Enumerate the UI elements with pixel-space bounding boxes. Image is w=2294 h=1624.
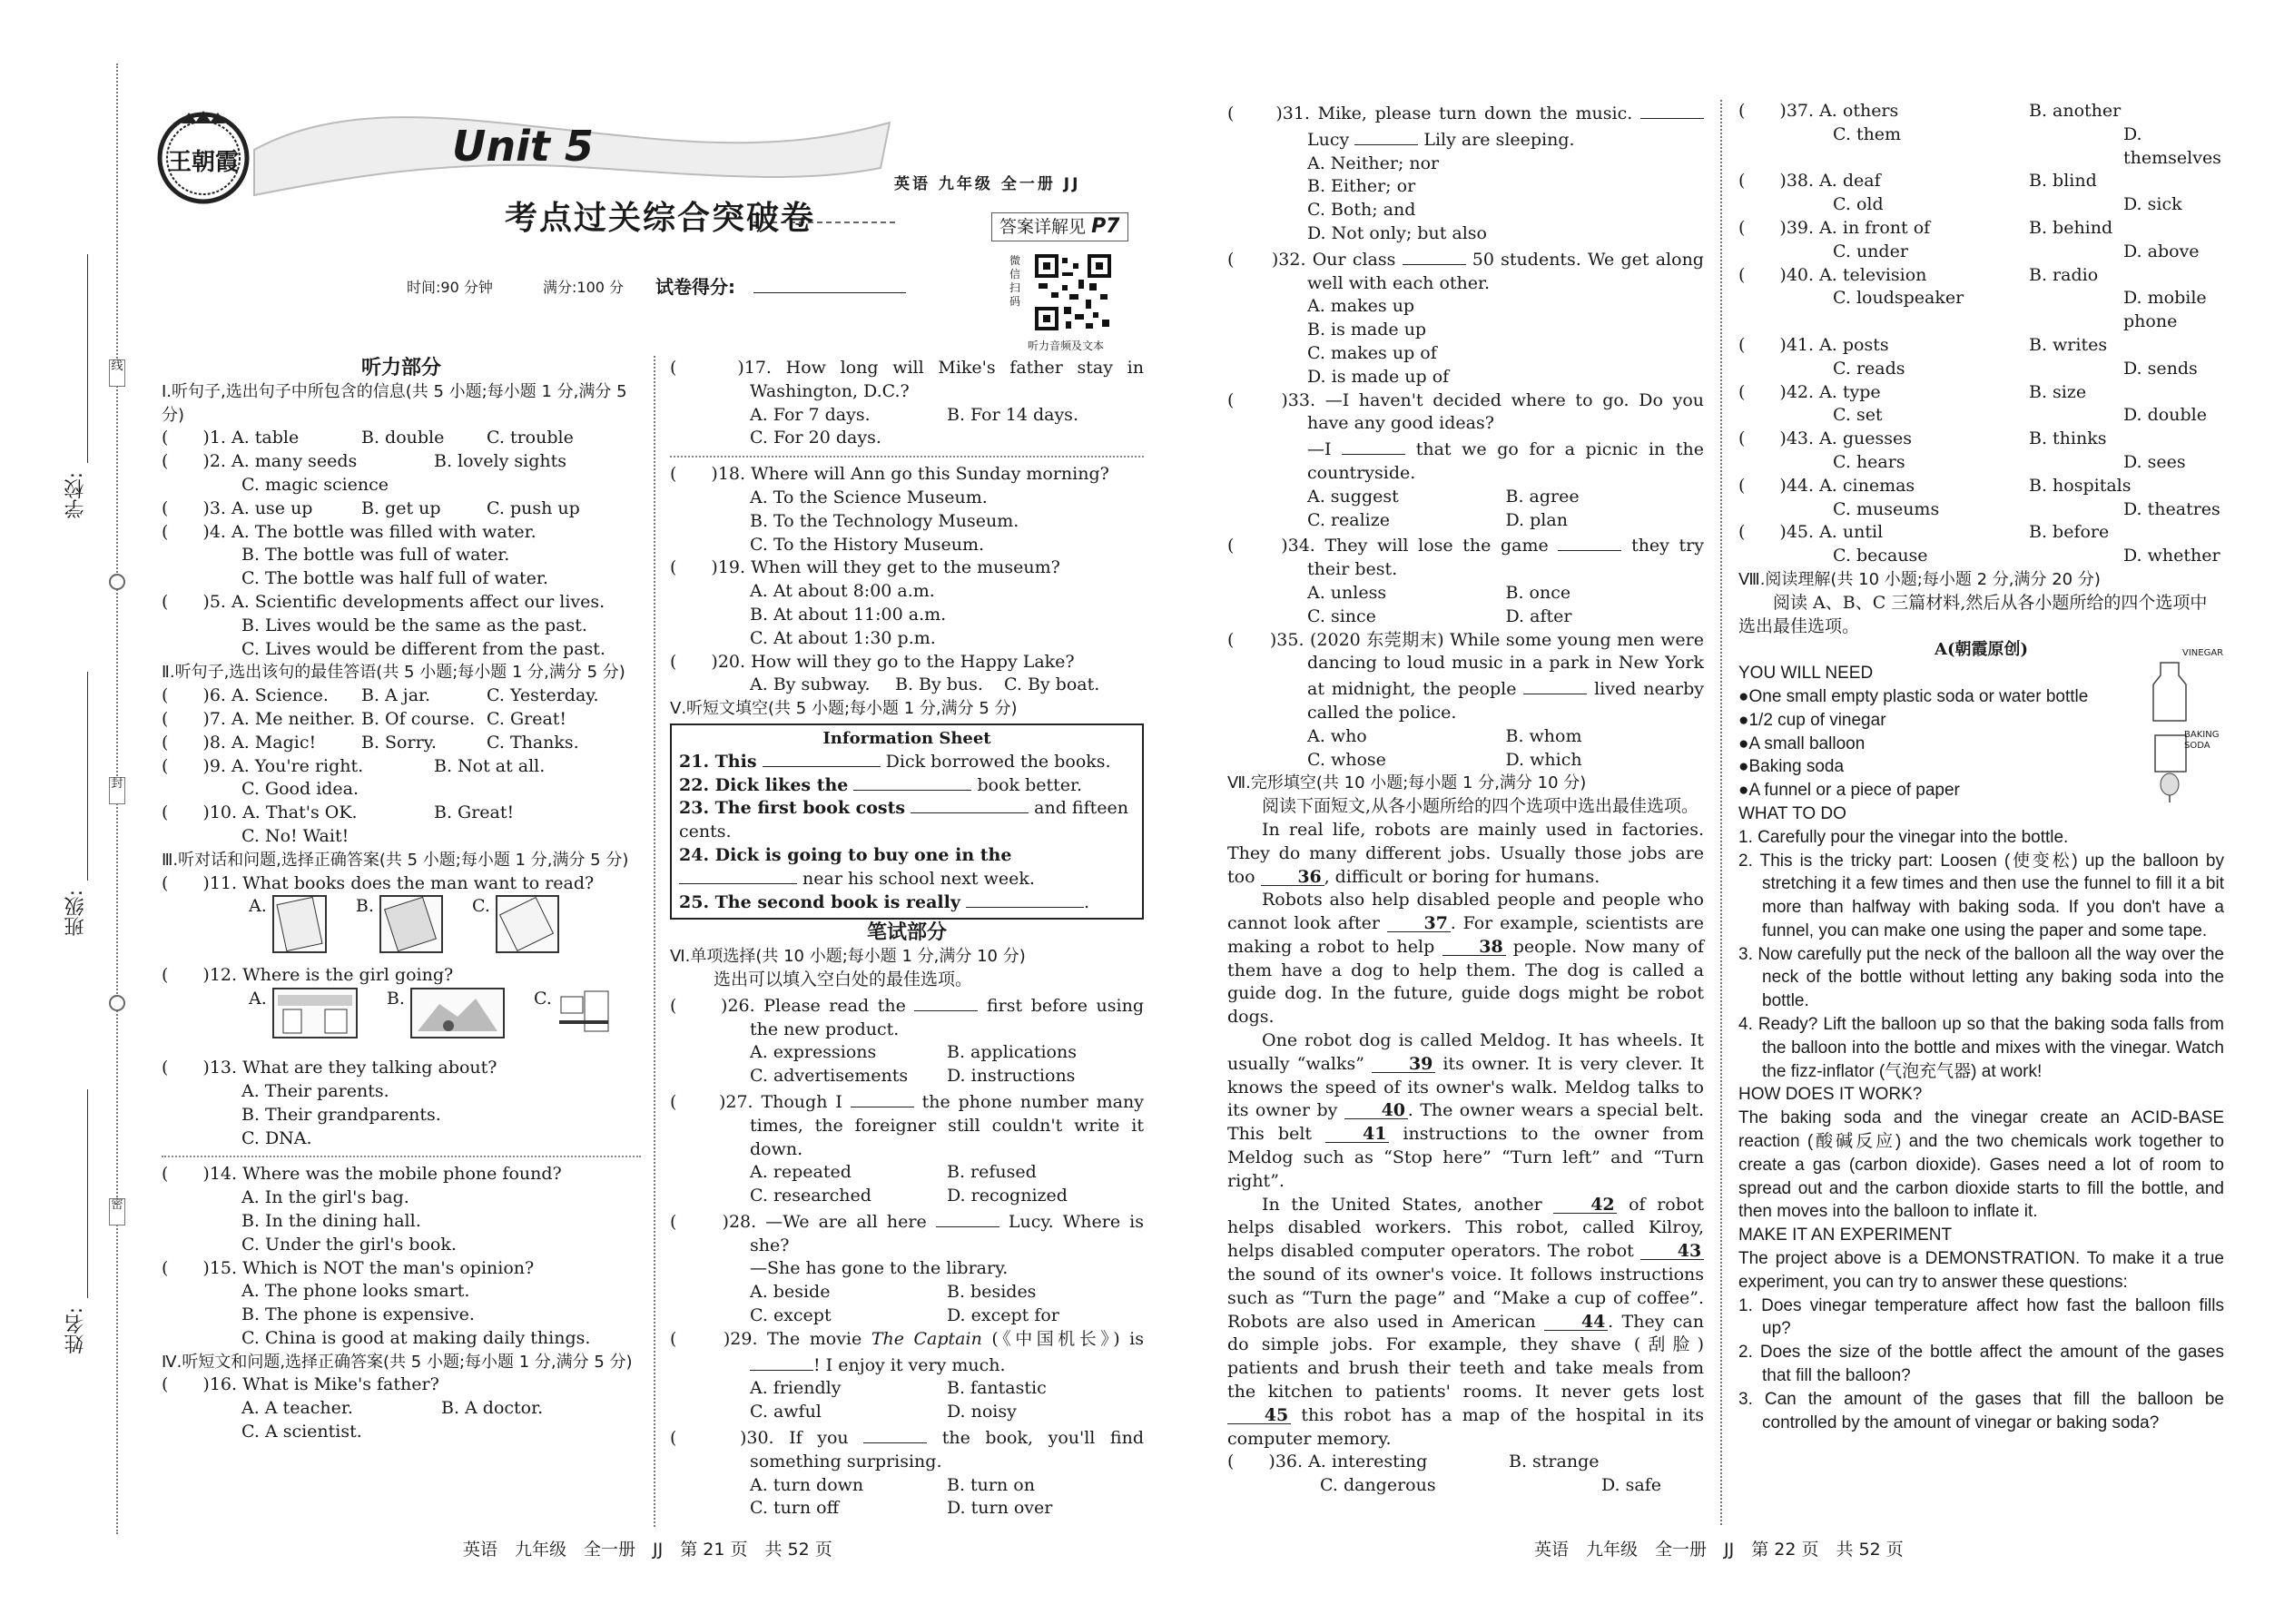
list-item: ●Baking soda <box>1738 757 1845 777</box>
option: C. Under the girl's book. <box>241 1234 457 1255</box>
writing-heading: 笔试部分 <box>866 921 947 945</box>
section-7-title: Ⅶ.完形填空(共 10 小题;每小题 1 分,满分 10 分) <box>1227 773 1587 793</box>
paragraph: The baking soda and the vinegar create an ACID-BASE reaction (酸碱反应) and the two chemicals work together to create a gas (carbon dioxide). Gases need a lot of room to spread out and the carbon dioxide starts to fill the bottle, and then moves into the balloon to inflate it. <box>1738 1108 2224 1222</box>
blank-45[interactable]: 45 <box>1227 1405 1291 1424</box>
option: C. makes up of <box>1307 342 1437 363</box>
option-label: C. <box>533 989 552 1009</box>
q11-pictures <box>162 895 641 964</box>
info-22: 22. Dick likes the book better. <box>679 774 1083 795</box>
blank-41[interactable]: 41 <box>1325 1124 1389 1143</box>
option: D. Not only; but also <box>1307 222 1487 243</box>
section-4-title: Ⅳ.听短文和问题,选择正确答案(共 5 小题;每小题 1 分,满分 5 分) <box>162 1352 633 1372</box>
options: C. advertisements D. instructions <box>750 1066 1076 1087</box>
cloze-options: ( )37. A. others B. another C. them D. themselves ( )38. A. deaf B. blind C. old D. sick ( )39. A. in front of B. behind C. under D. above ( )40. A. television B. radio C. loudspeaker D. mobile phone ( )41. A. posts B. writes C. reads D. sends ( )42. A. type B. size C. set D. double ( )43. A. guesses B. thinks C. hears D. sees ( )44. A. cinemas B. hospitals C. museums D. theatres ( )45. A. until B. before C. because D. whether <box>1738 101 2221 566</box>
blank-36[interactable]: 36 <box>1261 867 1324 886</box>
answer-blank[interactable] <box>679 883 797 884</box>
blank-44[interactable]: 44 <box>1544 1312 1608 1331</box>
info-25: 25. The second book is really . <box>679 891 1089 912</box>
answer-page: P7 <box>1091 215 1120 238</box>
option: C. DNA. <box>241 1127 312 1148</box>
footer-right: 英语 九年级 全一册 JJ 第 22 页 共 52 页 <box>1534 1540 1904 1560</box>
option-label: A. <box>249 989 267 1009</box>
question-1: ( )1. A. table B. double C. trouble <box>162 428 574 448</box>
option: C. At about 1:30 p.m. <box>750 627 936 648</box>
option: A. In the girl's bag. <box>241 1187 409 1208</box>
question-13: ( )13. What are they talking about? <box>162 1058 497 1078</box>
binding-hole <box>109 995 125 1011</box>
options: C. researched D. recognized <box>750 1186 1068 1206</box>
option: A. To the Science Museum. <box>750 487 988 507</box>
q12-pictures <box>162 988 641 1057</box>
qr-caption-side: 微信扫码 <box>1009 254 1021 308</box>
option: D. is made up of <box>1307 366 1450 387</box>
option: A. At about 8:00 a.m. <box>750 581 935 602</box>
question-31: ( )31. Mike, please turn down the music. Lucy Lily are sleeping. <box>1227 100 1704 153</box>
school-field[interactable] <box>87 254 88 463</box>
options: A. unless B. once <box>1307 582 1571 603</box>
option: B. The bottle was full of water. <box>241 545 510 566</box>
vinegar-label: VINEGAR <box>2182 648 2224 658</box>
option: A. makes up <box>1307 296 1415 317</box>
blank-38[interactable]: 38 <box>1442 937 1506 956</box>
option: C. China is good at making daily things. <box>241 1327 591 1348</box>
option: C. The bottle was half full of water. <box>241 568 548 589</box>
options: C. whose D. which <box>1307 749 1582 770</box>
section-7-instructions: 阅读下面短文,从各小题所给的四个选项中选出最佳选项。 <box>1262 796 1699 817</box>
info-sheet-title: Information Sheet <box>822 728 991 748</box>
answer-blank[interactable] <box>911 812 1029 813</box>
options: C. dangerous D. safe <box>1320 1475 1661 1496</box>
question-34: ( )34. They will lose the game they try their best. <box>1227 532 1704 582</box>
option: B. To the Technology Museum. <box>750 510 1019 531</box>
option: B. Their grandparents. <box>241 1104 441 1125</box>
info-21: 21. This Dick borrowed the books. <box>679 751 1111 772</box>
blank-37[interactable]: 37 <box>1387 913 1451 932</box>
section-6-instructions: 选出可以填入空白处的最佳选项。 <box>714 969 973 989</box>
section-6-title: Ⅵ.单项选择(共 10 小题;每小题 1 分,满分 10 分) <box>670 947 1026 967</box>
brand-logo <box>154 107 252 205</box>
list-item: ●One small empty plastic soda or water bottle <box>1738 686 2089 706</box>
experiment-heading: MAKE IT AN EXPERIMENT <box>1738 1225 1953 1245</box>
list-item: 1. Does vinegar temperature affect how fast the balloon fills up? <box>1738 1295 2224 1339</box>
option: C. Good idea. <box>241 779 359 800</box>
paper-score-label: 试卷得分: <box>655 276 735 298</box>
column-3 <box>1227 100 1704 1498</box>
notebook-pic-icon <box>496 895 559 953</box>
options: A. By subway. B. By bus. C. By boat. <box>750 674 1100 695</box>
how-does-it-work-heading: HOW DOES IT WORK? <box>1738 1085 1923 1105</box>
question-33-reply: —I that we go for a picnic in the countryside. <box>1227 436 1704 486</box>
option: C. For 20 days. <box>750 428 881 448</box>
option: A. Their parents. <box>241 1080 389 1101</box>
paragraph: The project above is a DEMONSTRATION. To make it a true experiment, you can try to answer these questions: <box>1738 1249 2224 1292</box>
question-5: ( )5. A. Scientific developments affect our lives. <box>162 591 605 612</box>
section-1-title: Ⅰ.听句子,选出句子中所包含的信息(共 5 小题;每小题 1 分,满分 5 分) <box>162 381 627 425</box>
question-2: ( )2. A. many seeds B. lovely sights <box>162 451 566 472</box>
experiment-illustration <box>2142 648 2224 812</box>
list-item: 3. Now carefully put the neck of the balloon all the way over the neck of the bottle without letting any baking soda into the bottle. <box>1738 944 2224 1011</box>
column-divider <box>654 356 655 1527</box>
options: C. turn off D. turn over <box>750 1498 1053 1519</box>
math-book-pic-icon <box>379 895 443 953</box>
class-field[interactable] <box>87 672 88 881</box>
museum-pic-icon <box>410 988 505 1038</box>
list-item: 2. Does the size of the bottle affect the amount of the gases that fill the balloon? <box>1738 1343 2224 1386</box>
options: C. except D. except for <box>750 1305 1059 1326</box>
qr-code-icon[interactable] <box>1035 254 1111 330</box>
list-item: ●A funnel or a piece of paper <box>1738 781 1960 801</box>
blank-40[interactable]: 40 <box>1344 1100 1408 1119</box>
shop-pic-icon <box>272 988 358 1038</box>
name-label: 姓名: <box>64 1307 87 1354</box>
passage-a-title: A(朝霞原创) <box>1935 640 2028 660</box>
section-5-title: Ⅴ.听短文填空(共 5 小题;每小题 1 分,满分 5 分) <box>670 699 1018 719</box>
list-item: ●A small balloon <box>1738 733 1866 753</box>
options: A. beside B. besides <box>750 1282 1037 1303</box>
section-3-title: Ⅲ.听对话和问题,选择正确答案(共 5 小题;每小题 1 分,满分 5 分) <box>162 850 629 870</box>
option: A. Neither; nor <box>1307 153 1440 173</box>
blank-39[interactable]: 39 <box>1372 1054 1435 1073</box>
cloze-paragraph-1: In real life, robots are mainly used in factories. They do many different jobs. Usually those jobs are too 36 , difficult or boring for humans. <box>1227 819 1704 887</box>
options: C. since D. after <box>1307 605 1572 626</box>
question-10: ( )10. A. That's OK. B. Great! <box>162 802 515 823</box>
cloze-paragraph-2: Robots also help disabled people and people who cannot look after 37 . For example, scientists are making a robot to help 38 people. Now many of them have a dog to help them. The dog is called a guide dog. In the future, guide dogs might be robot dogs. <box>1227 890 1705 1028</box>
question-17: ( )17. How long will Mike's father stay in Washington, D.C.? <box>670 358 1144 401</box>
qr-caption: 听力音频及文本 <box>1028 340 1105 352</box>
footer-left: 英语 九年级 全一册 JJ 第 21 页 共 52 页 <box>463 1540 832 1560</box>
class-label: 班级: <box>64 890 87 937</box>
what-to-do-heading: WHAT TO DO <box>1738 803 1846 823</box>
answer-ref <box>991 212 1128 241</box>
option: B. is made up <box>1307 320 1427 340</box>
option: C. magic science <box>241 474 389 495</box>
option: B. In the dining hall. <box>241 1210 421 1231</box>
question-28: ( )28. —We are all here Lucy. Where is she? <box>670 1208 1144 1258</box>
option: C. Both; and <box>1307 200 1416 221</box>
question-8: ( )8. A. Magic! B. Sorry. C. Thanks. <box>162 732 579 753</box>
divider <box>670 456 1144 458</box>
option-label: B. <box>355 896 374 917</box>
answer-blank[interactable] <box>966 907 1084 908</box>
option: C. Lives would be different from the past. <box>241 638 605 659</box>
options: C. awful D. noisy <box>750 1402 1017 1422</box>
binding-hole <box>109 574 125 590</box>
options: A. friendly B. fantastic <box>750 1378 1047 1399</box>
paper-title: 考点过关综合突破卷 <box>505 199 816 237</box>
section-8-instructions: 阅读 A、B、C 三篇材料,然后从各小题所给的四个选项中选出最佳选项。 <box>1738 592 2208 636</box>
option: B. The phone is expensive. <box>241 1304 475 1325</box>
baking-soda-label: BAKING SODA <box>2184 730 2220 751</box>
question-14: ( )14. Where was the mobile phone found? <box>162 1164 562 1185</box>
option-label: B. <box>386 989 405 1009</box>
question-18: ( )18. Where will Ann go this Sunday morning? <box>670 464 1109 485</box>
options: A. A teacher. B. A doctor. <box>241 1398 544 1419</box>
subject-tag: 英语 九年级 全一册 JJ <box>894 175 1081 193</box>
option: B. Lives would be the same as the past. <box>241 615 587 635</box>
question-26: ( )26. Please read the first before using the new product. <box>670 992 1144 1042</box>
section-2-title: Ⅱ.听句子,选出该句的最佳答语(共 5 小题;每小题 1 分,满分 5 分) <box>162 663 625 683</box>
options: A. suggest B. agree <box>1307 486 1580 507</box>
question-11: ( )11. What books does the man want to read? <box>162 872 595 893</box>
paper-score-field[interactable] <box>753 292 906 293</box>
question-19: ( )19. When will they get to the museum? <box>670 557 1060 578</box>
option-label: C. <box>471 896 490 917</box>
school-label: 学校: <box>64 472 87 519</box>
question-29: ( )29. The movie The Captain (《中国机长》) is ! I enjoy it very much. <box>670 1328 1145 1375</box>
option: B. Either; or <box>1307 176 1416 197</box>
question-12: ( )12. Where is the girl going? <box>162 965 454 986</box>
office-pic-icon <box>557 988 614 1035</box>
list-item: ●1/2 cup of vinegar <box>1738 710 1886 730</box>
question-15: ( )15. Which is NOT the man's opinion? <box>162 1257 535 1278</box>
question-6: ( )6. A. Science. B. A jar. C. Yesterday. <box>162 685 599 706</box>
column-1 <box>162 357 641 1444</box>
question-7: ( )7. A. Me neither. B. Of course. C. Great! <box>162 708 567 729</box>
cloze-paragraph-3: One robot dog is called Meldog. It has wheels. It usually “walks” 39 its owner. It is very clever. It knows the speed of its owner's walk. Meldog talks to its owner by 40 . The owner wears a special belt. This belt 41 instructions to the owner from Meldog such as “Stop here” “Turn left” and “Turn right”. <box>1227 1030 1704 1191</box>
divider <box>162 1156 641 1157</box>
option: C. No! Wait! <box>241 825 350 846</box>
question-33: ( )33. —I haven't decided where to go. Do you have any good ideas? <box>1227 389 1704 434</box>
you-will-need-heading: YOU WILL NEED <box>1738 664 1874 684</box>
options: A. repeated B. refused <box>750 1162 1037 1183</box>
options: A. who B. whom <box>1307 725 1582 746</box>
option: C. A scientist. <box>241 1422 362 1442</box>
option-label: A. <box>249 896 267 917</box>
list-item: 3. Can the amount of the gases that fill the balloon be controlled by the amount of vinegar or baking soda? <box>1738 1389 2224 1432</box>
options: A. turn down B. turn on <box>750 1474 1035 1495</box>
book-pic-icon <box>272 895 327 953</box>
seal-mark: 封 <box>109 777 125 804</box>
name-field[interactable] <box>87 1089 88 1298</box>
column-2 <box>670 357 1144 1521</box>
question-28-reply: —She has gone to the library. <box>750 1258 1009 1279</box>
cloze-paragraph-4: In the United States, another 42 of robot helps disabled workers. This robot, called Kilroy, helps disabled computer operators. The robot 43 the sound of its owner's voice. It follows instructions such as “Turn the page” and “Make a cup of coffee”. Robots are also used in American 44 . They can do simple jobs. For example, they shave (刮脸) patients and brush their teeth and take meals from the kitchen to patients' rooms. It never gets lost 45 this robot has a map of the hospital in its computer memory. <box>1227 1194 1705 1449</box>
question-27: ( )27. Though I the phone number many times, the foreigner still couldn't write it down. <box>670 1088 1144 1161</box>
option: C. To the History Museum. <box>750 534 985 555</box>
blank-42[interactable]: 42 <box>1553 1195 1617 1214</box>
answer-label: 答案详解见 <box>999 217 1087 237</box>
option: A. The phone looks smart. <box>241 1281 470 1302</box>
question-36: ( )36. A. interesting B. strange <box>1227 1452 1600 1472</box>
listening-heading: 听力部分 <box>360 357 441 379</box>
options: A. expressions B. applications <box>750 1042 1077 1063</box>
question-30: ( )30. If you the book, you'll find something surprising. <box>670 1424 1144 1474</box>
answer-blank[interactable] <box>853 790 971 791</box>
answer-blank[interactable] <box>763 766 881 767</box>
full-score: 满分:100 分 <box>543 279 625 296</box>
list-item: 4. Ready? Lift the balloon up so that the baking soda falls from the balloon into the bottle and mixes with the vinegar. Watch the fizz-inflator (气泡充气器) at work! <box>1738 1015 2224 1081</box>
options: C. realize D. plan <box>1307 509 1568 530</box>
options: A. For 7 days. B. For 14 days. <box>750 404 1078 425</box>
question-9: ( )9. A. You're right. B. Not at all. <box>162 755 546 776</box>
blank-43[interactable]: 43 <box>1640 1241 1704 1260</box>
section-8-title: Ⅷ.阅读理解(共 10 小题;每小题 2 分,满分 20 分) <box>1738 569 2101 589</box>
question-3: ( )3. A. use up B. get up C. push up <box>162 497 580 518</box>
list-item: 1. Carefully pour the vinegar into the bottle. <box>1738 827 2069 847</box>
question-35: ( )35. (2020 东莞期末) While some young men were dancing to loud music in a park in New York at midnight, the people lived nearby called the police. <box>1227 629 1704 723</box>
seal-mark: 密 <box>109 1198 125 1225</box>
unit-title: Unit 5 <box>452 122 594 171</box>
column-divider <box>1720 100 1722 1525</box>
information-sheet <box>670 723 1144 920</box>
question-4: ( )4. A. The bottle was filled with water. <box>162 521 537 542</box>
question-32: ( )32. Our class 50 students. We get along well with each other. <box>1227 246 1704 296</box>
option: B. At about 11:00 a.m. <box>750 604 947 625</box>
question-20: ( )20. How will they go to the Happy Lake? <box>670 651 1075 672</box>
time-limit: 时间:90 分钟 <box>407 279 493 296</box>
brand-name: 王朝霞 <box>167 149 239 176</box>
list-item: 2. This is the tricky part: Loosen (使变松) up the balloon by stretching it a few times and then use the funnel to fill it a bit more than halfway with baking soda. If you don't have a funnel, you can make one using the paper and some tape. <box>1738 851 2224 940</box>
question-16: ( )16. What is Mike's father? <box>162 1374 439 1395</box>
info-24: 24. Dick is going to buy one in the near his school next week. <box>679 844 1035 889</box>
info-23: 23. The first book costs and fifteen cents. <box>679 798 1128 842</box>
seal-mark: 线 <box>109 359 125 387</box>
